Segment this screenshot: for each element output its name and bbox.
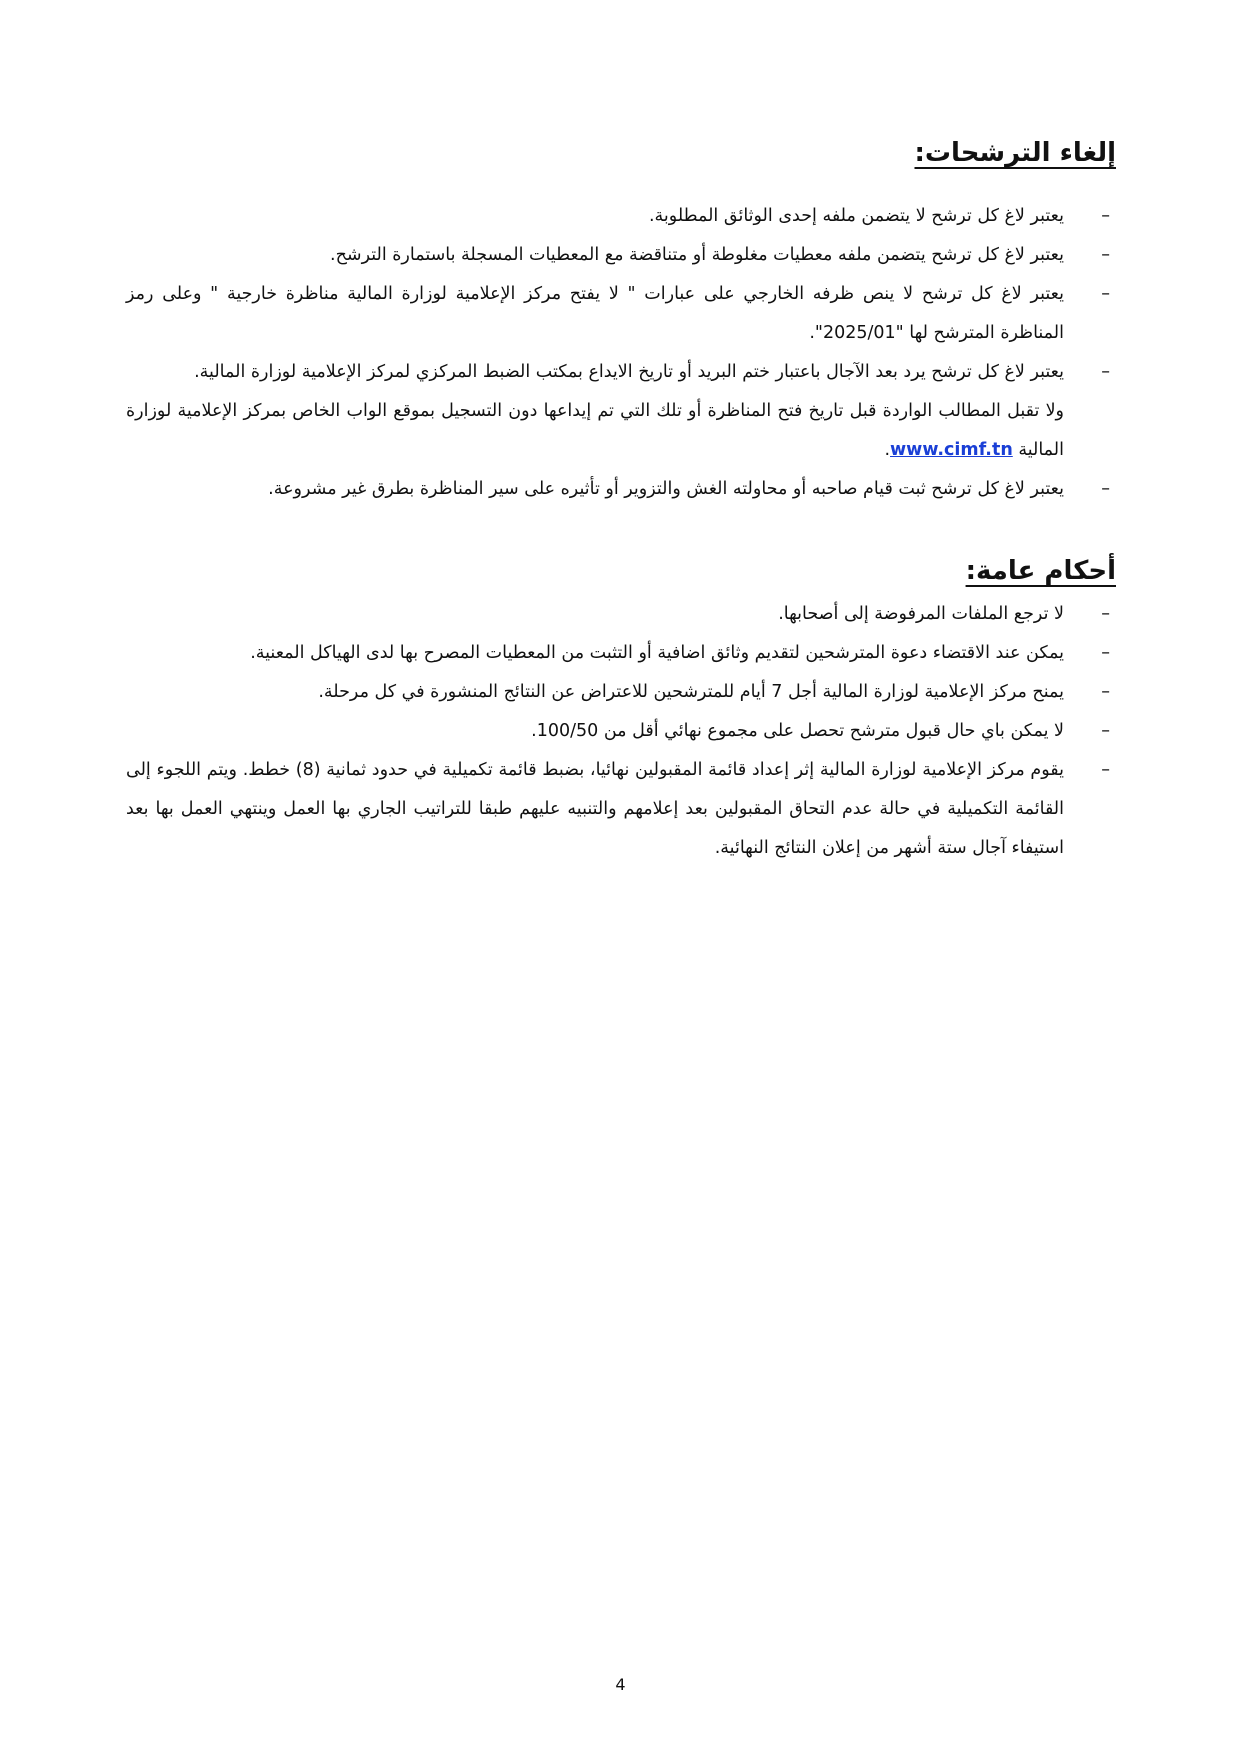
- note-end: .: [884, 440, 891, 460]
- list-item-text: يعتبر لاغ كل ترشح ثبت قيام صاحبه أو محاولته الغش والتزوير أو تأثيره على سير المناظرة بطرق غير مشروعة.: [268, 479, 1064, 499]
- list-item-text: لا ترجع الملفات المرفوضة إلى أصحابها.: [778, 604, 1064, 624]
- dash-bullet: –: [1101, 682, 1110, 702]
- dash-bullet: –: [1101, 362, 1110, 382]
- dash-bullet: –: [1101, 284, 1110, 304]
- dash-bullet: –: [1101, 721, 1110, 741]
- list-item-text: يعتبر لاغ كل ترشح يرد بعد الآجال باعتبار ختم البريد أو تاريخ الايداع بمكتب الضبط المركزي لمركز الإعلامية لوزارة المالية.: [194, 362, 1064, 382]
- list-item-text: يعتبر لاغ كل ترشح لا ينص ظرفه الخارجي على عبارات " لا يفتح مركز الإعلامية لوزارة المالية مناظرة خارجية " وعلى رمز المناظرة المترشح لها "2025/01".: [126, 284, 1064, 343]
- list-item: [126, 712, 1116, 751]
- list-item-text: يعتبر لاغ كل ترشح يتضمن ملفه معطيات مغلوطة أو متناقضة مع المعطيات المسجلة باستمارة الترشح.: [330, 245, 1064, 265]
- list-item: [126, 673, 1116, 712]
- list-item: [126, 275, 1116, 353]
- list-item-text: يمنح مركز الإعلامية لوزارة المالية أجل 7 أيام للمترشحين للاعتراض عن النتائج المنشورة في كل مرحلة.: [318, 682, 1064, 702]
- list-item-text: لا يمكن باي حال قبول مترشح تحصل على مجموع نهائي أقل من 100/50.: [531, 721, 1064, 741]
- cancellation-list: [126, 197, 1116, 509]
- page-number: 4: [615, 1675, 626, 1694]
- section-title-general-provisions: أحكام عامة:: [965, 556, 1116, 586]
- list-item: [126, 236, 1116, 275]
- general-provisions-list: [126, 595, 1116, 868]
- list-item: [126, 197, 1116, 236]
- list-item-text: يعتبر لاغ كل ترشح لا يتضمن ملفه إحدى الوثائق المطلوبة.: [648, 206, 1064, 226]
- section-title-cancellation: إلغاء الترشحات:: [914, 138, 1116, 168]
- list-item: [126, 470, 1116, 509]
- list-item: [126, 751, 1116, 868]
- dash-bullet: –: [1101, 206, 1110, 226]
- list-item-text: يمكن عند الاقتضاء دعوة المترشحين لتقديم وثائق اضافية أو التثبت من المعطيات المصرح بها لدى الهياكل المعنية.: [250, 643, 1064, 663]
- dash-bullet: –: [1101, 760, 1110, 780]
- list-item: [126, 595, 1116, 634]
- dash-bullet: –: [1101, 604, 1110, 624]
- list-item-note: [126, 392, 1064, 470]
- list-item-text: يقوم مركز الإعلامية لوزارة المالية إثر إعداد قائمة المقبولين نهائيا، بضبط قائمة تكميلية في حدود ثمانية (8) خطط. ويتم اللجوء إلى القائمة التكميلية في حالة عدم التحاق المقبولين بعد إعلامهم والتنبيه عليهم طبقا للتراتيب الجاري بها العمل وينتهي العمل بها بعد استيفاء آجال ستة أشهر من إعلان النتائج النهائية.: [126, 760, 1064, 858]
- note-text: ولا تقبل المطالب الواردة قبل تاريخ فتح المناظرة أو تلك التي تم إيداعها دون التسجيل بموقع الواب الخاص بمركز الإعلامية لوزارة المالية: [126, 401, 1064, 460]
- dash-bullet: –: [1101, 643, 1110, 663]
- list-item: [126, 353, 1116, 470]
- dash-bullet: –: [1101, 479, 1110, 499]
- cimf-website-link[interactable]: www.cimf.tn: [890, 440, 1013, 460]
- dash-bullet: –: [1101, 245, 1110, 265]
- list-item: [126, 634, 1116, 673]
